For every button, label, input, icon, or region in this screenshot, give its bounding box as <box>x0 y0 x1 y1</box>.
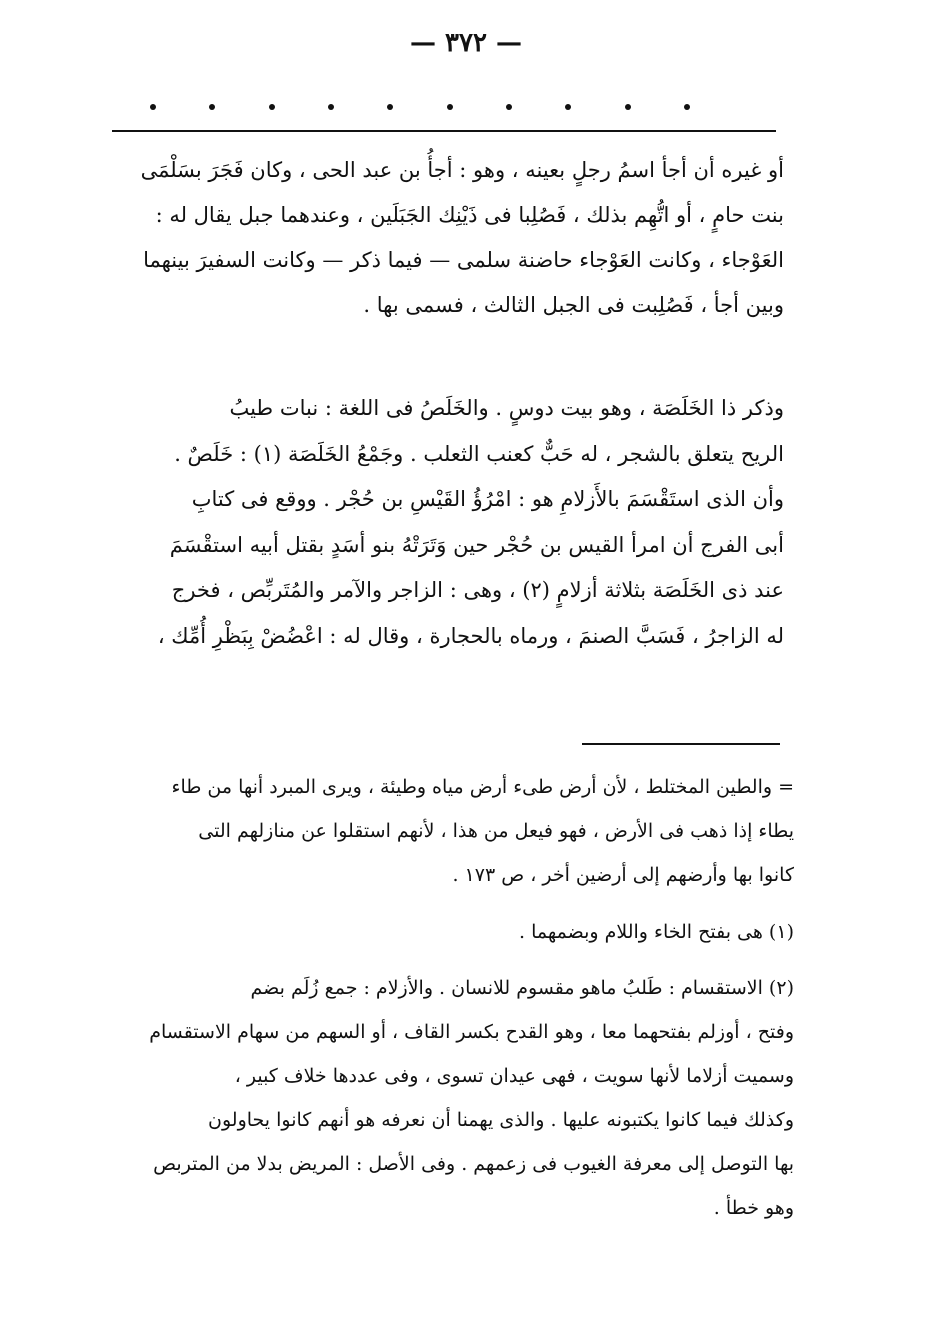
text-line: الريح يتعلق بالشجر ، له حَبٌّ كعنب الثعلب . وجَمْعُ الخَلَصَة (١) : خَلَصٌ . <box>174 441 784 466</box>
footnote-line: (١) هى بفتح الخاء واللام وبضمهما . <box>519 921 794 943</box>
footnote-line: وهو خطأ . <box>713 1197 794 1219</box>
text-line: أو غيره أن أجأ اسمُ رجلٍ بعينه ، وهو : أجأُ بن عبد الحى ، وكان فَجَرَ بسَلْمَى <box>140 158 784 182</box>
footnote-line: (٢) الاستقسام : طَلبُ ماهو مقسوم للانسان . والأزلام : جمع زُلَم بضم <box>250 977 794 999</box>
footnote-2 <box>128 966 794 1230</box>
divider-dot <box>447 104 453 110</box>
text-line: وبين أجأ ، فَصُلِبت فى الجبل الثالث ، فسمى بها . <box>363 293 784 317</box>
page-number: — ٣٧٢ — <box>409 28 523 58</box>
footnote-line: وفتح ، أوزلم بفتحهما معا ، وهو القدح بكسر القاف ، أو السهم من سهام الاستقسام <box>149 1021 794 1043</box>
footnote-continuation <box>128 765 794 897</box>
text-line: وذكر ذا الخَلَصَة ، وهو بيت دوسٍ . والخَلَصُ فى اللغة : نبات طيبُ <box>229 396 784 420</box>
footnote-line: بها التوصل إلى معرفة الغيوب فى زعمهم . وفى الأصل : المريض بدلا من المتربص <box>153 1153 794 1175</box>
footnote-line: وكذلك فيما كانوا يكتبونه عليها . والذى يهمنا أن نعرفه هو أنهم كانوا يحاولون <box>208 1109 794 1131</box>
divider-dot <box>269 104 275 110</box>
text-line: بنت حامٍ ، أو اتُّهِم بذلك ، فَصُلِبا فى ذَيْنِك الجَبَلَين ، وعندهما جبل يقال له : <box>155 203 784 227</box>
body-paragraph-2 <box>112 386 784 659</box>
footnote-line: يطاء إذا ذهب فى الأرض ، فهو فيعل من هذا ، لأنهم استقلوا عن منازلهم التى <box>198 820 794 842</box>
divider-dot <box>565 104 571 110</box>
footnote-separator <box>582 743 780 745</box>
text-line: أبى الفرج أن امرأ القيس بن حُجْر حين وَتَرَتْهُ بنو أسَدٍ بقتل أبيه استقْسَمَ <box>169 532 784 557</box>
text-line: العَوْجاء ، وكانت العَوْجاء حاضنة سلمى — فيما ذكر — وكانت السفيرَ بينهما <box>143 248 784 272</box>
divider-dot <box>387 104 393 110</box>
text-line: عند ذى الخَلَصَة بثلاثة أزلامٍ (٢) ، وهى : الزاجر والآمر والمُتَربِّص ، فخرج <box>171 578 784 602</box>
footnote-line: كانوا بها وأرضهم إلى أرضين أخر ، ص ١٧٣ . <box>452 864 794 886</box>
body-paragraph-1 <box>112 148 784 328</box>
header-rule <box>112 130 776 132</box>
divider-dot <box>209 104 215 110</box>
footnote-line: وسميت أزلاما لأنها سويت ، فهى عيدان تسوى ، وفى عددها خلاف كبير ، <box>234 1065 794 1087</box>
text-line: له الزاجرُ ، فَسَبَّ الصنمَ ، ورماه بالحجارة ، وقال له : اعْضُضْ بِبَظْرِ أُمِّك ، <box>157 623 784 648</box>
divider-dot <box>328 104 334 110</box>
divider-dot <box>625 104 631 110</box>
footnote-line: = والطين المختلط ، لأن أرض طىء أرض مياه وطيئة ، ويرى المبرد أنها من طاء <box>171 776 794 798</box>
divider-dot <box>684 104 690 110</box>
text-line: وأن الذى استَقْسَمَ بالأَزلامِ هو : امْرُؤُ القَيْسِ بن حُجْر . ووقع فى كتابِ <box>191 487 784 511</box>
divider-dot <box>150 104 156 110</box>
footnote-1 <box>128 910 794 954</box>
section-divider-dots <box>150 104 690 110</box>
divider-dot <box>506 104 512 110</box>
